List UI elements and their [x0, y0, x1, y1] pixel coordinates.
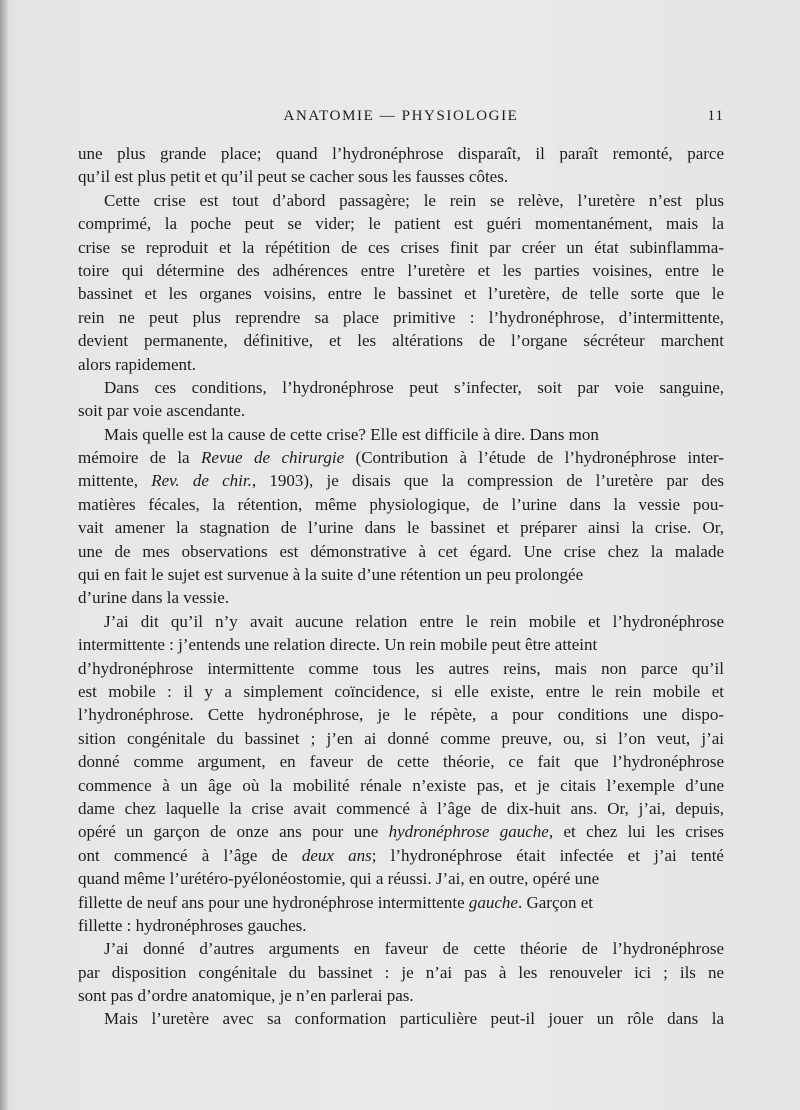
line-text [78, 657, 724, 680]
line-text [78, 891, 593, 914]
line-text [78, 820, 724, 843]
text-run: alors rapidement. [78, 354, 197, 374]
text-run: toire qui détermine des adhérences entre l’uretère et les parties voisines, entre le [78, 260, 724, 280]
text-run: une plus grande place; quand l’hydronéphrose disparaît, il paraît remonté, parce [78, 144, 724, 163]
text-line [78, 680, 724, 703]
text-line [78, 353, 724, 376]
text-line [78, 586, 724, 609]
line-text [78, 844, 724, 867]
text-run: mémoire de la [78, 448, 202, 468]
text-line [78, 329, 724, 352]
text-run: ; l’hydronéphrose était infectée et j’ai tenté [371, 845, 724, 865]
text-line [78, 142, 724, 165]
line-text [78, 750, 724, 773]
line-text [78, 586, 229, 609]
text-run: fillette : hydronéphroses gauches. [78, 915, 307, 935]
text-line [78, 633, 724, 656]
text-line [78, 657, 724, 680]
line-text [78, 399, 245, 422]
text-line [78, 212, 724, 235]
line-text [104, 376, 724, 399]
text-line [78, 844, 724, 867]
text-run: bassinet et les organes voisins, entre le bassinet et l’uretère, de telle sorte que le [78, 284, 724, 304]
paragraph [78, 142, 724, 189]
text-line [78, 423, 724, 446]
text-line [78, 306, 724, 329]
text-run: commence à un âge où la mobilité rénale n’existe pas, et je citais l’exemple d’une [78, 775, 724, 795]
text-line [78, 750, 724, 773]
text-line [78, 1007, 724, 1030]
line-text [78, 961, 724, 984]
line-text [78, 236, 724, 259]
text-line [78, 493, 724, 516]
paragraph [78, 1007, 724, 1030]
text-run: ont commencé à l’âge de [78, 845, 302, 865]
text-run: matières fécales, la rétention, même physiologique, de l’urine dans la vessie pou- [78, 494, 724, 514]
text-line [78, 867, 724, 890]
line-text [78, 774, 724, 797]
text-run: sition congénitale du bassinet ; j’en ai donné comme preuve, ou, si l’on veut, j’ai [78, 728, 724, 748]
text-run: Dans ces conditions, l’hydronéphrose peut s’infecter, soit par voie sanguine, [104, 377, 724, 397]
line-text [104, 1007, 724, 1030]
text-line [78, 236, 724, 259]
line-text [104, 937, 724, 960]
text-line [78, 937, 724, 960]
text-run: d’hydronéphrose intermittente comme tous les autres reins, mais non parce qu’il [78, 658, 724, 678]
line-text [78, 353, 196, 376]
italic-text: hydronéphrose gauche [388, 822, 549, 842]
line-text [78, 142, 724, 165]
text-run: Cette crise est tout d’abord passagère; le rein se relève, l’uretère n’est plus [104, 190, 724, 210]
line-text [78, 703, 724, 726]
text-run: , et chez lui les crises [548, 822, 724, 842]
body-text [78, 142, 724, 1031]
line-text [78, 446, 724, 469]
line-text [104, 423, 599, 446]
text-line [78, 376, 724, 399]
text-run: l’hydronéphrose. Cette hydronéphrose, je le répète, a pour conditions une dispo- [78, 705, 724, 725]
text-line [78, 259, 724, 282]
text-run: , 1903), je disais que la compression de l’uretère par des [251, 471, 724, 491]
italic-text: Revue de chirurgie [201, 448, 345, 468]
text-run: rein ne peut plus reprendre sa place primitive : l’hydronéphrose, d’intermittente, [78, 307, 724, 327]
italic-text: deux ans [301, 845, 372, 865]
line-text [78, 680, 724, 703]
text-line [78, 516, 724, 539]
text-run: dame chez laquelle la crise avait commencé à l’âge de dix-huit ans. Or, j’ai, depuis, [78, 798, 724, 818]
text-run: comprimé, la poche peut se vider; le patient est guéri momentanément, mais la [78, 214, 724, 234]
text-line [78, 446, 724, 469]
text-line [78, 774, 724, 797]
paragraph [78, 376, 724, 423]
paragraph [78, 610, 724, 937]
text-run: mittente, [78, 471, 152, 491]
text-run: crise se reproduit et la répétition de ces crises finit par créer un état subinflamma- [78, 237, 724, 257]
line-text [78, 516, 724, 539]
text-run: qu’il est plus petit et qu’il peut se cacher sous les fausses côtes. [78, 167, 509, 187]
page-header [78, 104, 724, 128]
text-line [78, 189, 724, 212]
line-text [78, 797, 724, 820]
running-title: ANATOMIE — PHYSIOLOGIE [283, 108, 519, 124]
page-number: 11 [707, 108, 724, 124]
text-run: Mais quelle est la cause de cette crise? Elle est difficile à dire. Dans mon [104, 424, 599, 444]
text-line [78, 282, 724, 305]
text-run: fillette de neuf ans pour une hydronéphrose intermittente [78, 892, 469, 912]
text-run: une de mes observations est démonstrative à cet égard. Une crise chez la malade [78, 541, 724, 561]
text-line [78, 399, 724, 422]
italic-text: gauche [468, 892, 518, 912]
text-run: qui en fait le sujet est survenue à la suite d’une rétention un peu prolongée [78, 565, 584, 585]
text-run: vait amener la stagnation de l’urine dans le bassinet et préparer ainsi la crise. Or, [78, 518, 724, 538]
line-text [78, 540, 724, 563]
line-text [78, 469, 724, 492]
text-line [78, 891, 724, 914]
paragraph [78, 423, 724, 610]
line-text [78, 165, 508, 188]
text-run: d’urine dans la vessie. [78, 588, 230, 608]
text-run: est mobile : il y a simplement coïncidence, si elle existe, entre le rein mobile et [78, 681, 724, 701]
text-line [78, 610, 724, 633]
line-text [104, 610, 724, 633]
line-text [78, 282, 724, 305]
text-run: . Garçon et [517, 892, 594, 912]
line-text [78, 727, 724, 750]
text-run: J’ai dit qu’il n’y avait aucune relation entre le rein mobile et l’hydronéphrose [104, 611, 724, 631]
text-line [78, 540, 724, 563]
paragraph [78, 189, 724, 376]
text-run: opéré un garçon de onze ans pour une [78, 822, 389, 842]
line-text [104, 189, 724, 212]
text-line [78, 469, 724, 492]
text-line [78, 563, 724, 586]
line-text [78, 259, 724, 282]
text-run: J’ai donné d’autres arguments en faveur de cette théorie de l’hydronéphrose [104, 939, 724, 959]
text-run: par disposition congénitale du bassinet : je n’ai pas à les renouveler ici ; ils ne [78, 962, 724, 982]
text-run: donné comme argument, en faveur de cette théorie, ce fait que l’hydronéphrose [78, 752, 724, 772]
line-text [78, 329, 724, 352]
text-run: (Contribution à l’étude de l’hydronéphrose inter- [344, 448, 724, 468]
text-run: soit par voie ascendante. [78, 401, 246, 421]
text-line [78, 914, 724, 937]
text-line [78, 961, 724, 984]
line-text [78, 563, 583, 586]
text-line [78, 727, 724, 750]
italic-text: Rev. de chir. [151, 471, 252, 491]
paragraph [78, 937, 724, 1007]
text-run: sont pas d’ordre anatomique, je n’en parlerai pas. [78, 986, 414, 1006]
text-line [78, 165, 724, 188]
text-run: intermittente : j’entends une relation directe. Un rein mobile peut être atteint [78, 635, 598, 655]
text-line [78, 820, 724, 843]
text-run: quand même l’urétéro-pyélonéostomie, qui a réussi. J’ai, en outre, opéré une [78, 869, 600, 889]
line-text [78, 306, 724, 329]
line-text [78, 493, 724, 516]
line-text [78, 212, 724, 235]
line-text [78, 867, 599, 890]
text-run: Mais l’uretère avec sa conformation particulière peut-il jouer un rôle dans la [104, 1009, 724, 1029]
line-text [78, 914, 307, 937]
scan-edge-shadow [0, 0, 8, 1110]
text-line [78, 797, 724, 820]
line-text [78, 633, 597, 656]
text-line [78, 984, 724, 1007]
text-run: devient permanente, définitive, et les altérations de l’organe sécréteur marchent [78, 331, 724, 351]
text-line [78, 703, 724, 726]
line-text [78, 984, 414, 1007]
